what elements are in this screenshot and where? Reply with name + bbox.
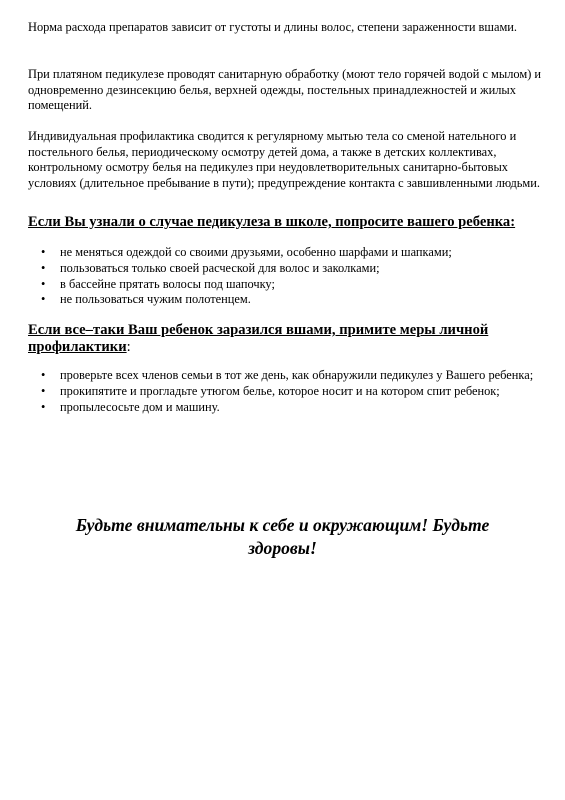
list-item-text: в бассейне прятать волосы под шапочку; — [60, 276, 275, 291]
section2-heading-colon: : — [126, 339, 131, 355]
list-item — [28, 368, 543, 384]
section1-list — [28, 245, 543, 308]
list-item — [28, 277, 543, 293]
paragraph-prevention: Индивидуальная профилактика сводится к регулярному мытью тела со сменой нательного и постельного белья, периодическому осмотру детей дома, а также в детских коллективах, контрольному осмотру белья на педикулез при неудовлетворительных санитарно-бытовых условиях (длительное пребывание в пути); предупреждение контакта с завшивленными людьми. — [28, 129, 540, 190]
section1-heading-text: Если Вы узнали о случае педикулеза в школе, попросите вашего ребенка: — [28, 214, 516, 230]
bullet-icon: • — [41, 368, 46, 382]
bullet-icon: • — [41, 292, 46, 307]
list-item-text: не меняться одеждой со своими друзьями, особенно шарфами и шапками; — [60, 245, 452, 259]
list-item-text: проверьте всех членов семьи в тот же день, как обнаружили педикулез у Вашего ребенка; — [60, 368, 534, 382]
section2-list — [28, 368, 543, 415]
bullet-icon: • — [41, 260, 46, 275]
list-item — [28, 245, 543, 261]
section2-heading-text: Если все–таки Ваш ребенок заразился вшами, примите меры личной профилактики — [28, 322, 489, 355]
section2-heading — [28, 322, 548, 356]
list-item-text: не пользоваться чужим полотенцем. — [60, 292, 251, 307]
list-item — [28, 292, 543, 308]
paragraph-consumption: Норма расхода препаратов зависит от густоты и длины волос, степени зараженности вшами. — [28, 20, 518, 34]
list-item — [28, 384, 543, 400]
bullet-icon: • — [41, 245, 46, 259]
section1-heading — [28, 214, 548, 231]
paragraph-body-lice: При платяном педикулезе проводят санитарную обработку (моют тело горячей водой с мылом) и одновременно дезинсекцию белья, верхней одежды, постельных принадлежностей и жилых помещений. — [28, 67, 542, 113]
list-item-text: прокипятите и прогладьте утюгом белье, которое носит и на котором спит ребенок; — [60, 383, 500, 398]
closing-message: Будьте внимательны к себе и окружающим! Будьте здоровы! — [75, 515, 490, 558]
list-item — [28, 261, 543, 277]
list-item — [28, 400, 543, 416]
list-item-text: пропылесосьте дом и машину. — [60, 399, 220, 414]
list-item-text: пользоваться только своей расческой для волос и заколками; — [60, 260, 380, 275]
bullet-icon: • — [41, 276, 46, 291]
bullet-icon: • — [41, 383, 46, 398]
bullet-icon: • — [41, 399, 46, 414]
